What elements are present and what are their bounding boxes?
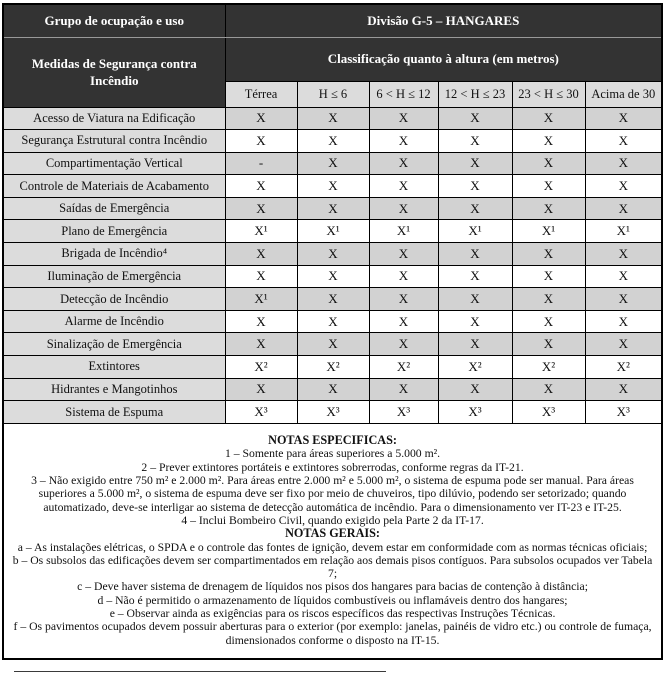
general-note: f – Os pavimentos ocupados devem possuir aberturas para o exterior (por exemplo: janelas, painéis de vidro etc.) ou controle de fumaça, dimensionados conforme o disposto na IT-15. <box>13 620 652 647</box>
mark-cell: X <box>369 243 438 266</box>
corner-header-cell: Grupo de ocupação e uso <box>3 4 225 37</box>
specific-note: 2 – Prever extintores portáteis e extintores sobrerrodas, conforme regras da IT-21. <box>141 460 524 474</box>
mark-cell: X <box>369 107 438 130</box>
mark-cell: X¹ <box>225 220 297 243</box>
mark-cell: X <box>585 243 662 266</box>
mark-cell: X <box>297 175 369 198</box>
mark-cell: X <box>438 310 512 333</box>
mark-cell: X <box>297 310 369 333</box>
mark-cell: X <box>512 107 585 130</box>
mark-cell: X <box>438 107 512 130</box>
mark-cell: X <box>369 333 438 356</box>
mark-cell: X <box>512 333 585 356</box>
mark-cell: X <box>512 265 585 288</box>
mark-cell: X³ <box>369 401 438 424</box>
mark-cell: X <box>512 378 585 401</box>
table-row <box>3 243 662 266</box>
mark-cell: X <box>512 130 585 153</box>
mark-cell: X <box>512 310 585 333</box>
mark-cell: X² <box>297 356 369 379</box>
table-row <box>3 107 662 130</box>
general-note: a – As instalações elétricas, o SPDA e o controle das fontes de ignição, devem estar em conformidade com as normas técnicas oficiais; <box>17 540 648 554</box>
mark-cell: X³ <box>585 401 662 424</box>
notes-section <box>3 423 662 659</box>
mark-cell: X¹ <box>512 220 585 243</box>
mark-cell: X² <box>512 356 585 379</box>
height-col-header: 6 < H ≤ 12 <box>369 81 438 107</box>
table-row <box>3 152 662 175</box>
row-label: Hidrantes e Mangotinhos <box>3 378 225 401</box>
table-row <box>3 378 662 401</box>
mark-cell: X <box>438 333 512 356</box>
table-row <box>3 333 662 356</box>
general-note: b – Os subsolos das edificações devem ser compartimentados em relação aos demais pisos contíguos. Para subsolos ocupados ver Tabela 7; <box>12 553 653 581</box>
table-row <box>3 356 662 379</box>
table-row <box>3 401 662 424</box>
fire-safety-table <box>2 3 663 660</box>
general-note: e – Observar ainda as exigências para os riscos específicos das respectivas Instruções Técnicas. <box>109 607 556 621</box>
mark-cell: X <box>438 152 512 175</box>
mark-cell: X <box>585 130 662 153</box>
mark-cell: X <box>369 152 438 175</box>
mark-cell: X <box>369 265 438 288</box>
specific-notes-title: NOTAS ESPECIFICAS: <box>268 433 397 448</box>
mark-cell: X <box>297 243 369 266</box>
height-col-header: Acima de 30 <box>585 81 662 107</box>
mark-cell: X <box>438 265 512 288</box>
mark-cell: X <box>585 197 662 220</box>
mark-cell: X <box>585 288 662 311</box>
mark-cell: X³ <box>438 401 512 424</box>
mark-cell: X² <box>225 356 297 379</box>
row-label: Acesso de Viatura na Edificação <box>3 107 225 130</box>
specific-note: 4 – Inclui Bombeiro Civil, quando exigido pela Parte 2 da IT-17. <box>181 513 484 527</box>
mark-cell: X <box>297 288 369 311</box>
mark-cell: X¹ <box>585 220 662 243</box>
notes-row <box>3 423 662 659</box>
mark-cell: X <box>512 152 585 175</box>
mark-cell: X <box>438 130 512 153</box>
mark-cell: X¹ <box>297 220 369 243</box>
mark-cell: X <box>438 197 512 220</box>
mark-cell: X <box>512 243 585 266</box>
mark-cell: X <box>585 310 662 333</box>
mark-cell: X <box>585 107 662 130</box>
height-col-header: H ≤ 6 <box>297 81 369 107</box>
general-note: d – Não é permitido o armazenamento de líquidos combustíveis ou inflamáveis dentro dos hangares; <box>97 593 568 607</box>
mark-cell: X <box>297 152 369 175</box>
row-label: Iluminação de Emergência <box>3 265 225 288</box>
row-label: Segurança Estrutural contra Incêndio <box>3 130 225 153</box>
row-label: Extintores <box>3 356 225 379</box>
mark-cell: X <box>225 243 297 266</box>
mark-cell: X <box>585 378 662 401</box>
specific-note: 1 – Somente para áreas superiores a 5.000 m². <box>224 447 441 461</box>
mark-cell: X <box>369 197 438 220</box>
row-label: Controle de Materiais de Acabamento <box>3 175 225 198</box>
mark-cell: X <box>369 175 438 198</box>
mark-cell: X <box>225 197 297 220</box>
row-label: Compartimentação Vertical <box>3 152 225 175</box>
height-col-header: 12 < H ≤ 23 <box>438 81 512 107</box>
mark-cell: X <box>297 130 369 153</box>
mark-cell: X <box>585 265 662 288</box>
mark-cell: X <box>369 378 438 401</box>
mark-cell: X <box>369 130 438 153</box>
mark-cell: X¹ <box>369 220 438 243</box>
mark-cell: X² <box>585 356 662 379</box>
mark-cell: X <box>369 310 438 333</box>
next-table-fragment-line <box>14 671 386 672</box>
mark-cell: X <box>225 310 297 333</box>
mark-cell: X² <box>438 356 512 379</box>
header-row-classification <box>3 37 662 81</box>
row-label: Detecção de Incêndio <box>3 288 225 311</box>
mark-cell: X³ <box>297 401 369 424</box>
measures-header-cell: Medidas de Segurança contra Incêndio <box>3 37 225 107</box>
mark-cell: X <box>225 107 297 130</box>
header-row-group <box>3 4 662 37</box>
mark-cell: X <box>512 197 585 220</box>
row-label: Saídas de Emergência <box>3 197 225 220</box>
mark-cell: X <box>225 175 297 198</box>
mark-cell: X <box>297 197 369 220</box>
general-note: c – Deve haver sistema de drenagem de líquidos nos pisos dos hangares para bacias de contenção à distância; <box>77 580 588 594</box>
division-header-cell: Divisão G-5 – HANGARES <box>225 4 662 37</box>
mark-cell: X <box>438 288 512 311</box>
mark-cell: X <box>369 288 438 311</box>
table-row <box>3 175 662 198</box>
table-row <box>3 288 662 311</box>
row-label: Sistema de Espuma <box>3 401 225 424</box>
mark-cell: X <box>512 288 585 311</box>
mark-cell: X <box>297 333 369 356</box>
row-label: Sinalização de Emergência <box>3 333 225 356</box>
mark-cell: X <box>438 243 512 266</box>
mark-cell: X <box>585 175 662 198</box>
mark-cell: X <box>297 107 369 130</box>
mark-cell: X <box>297 265 369 288</box>
height-col-header: 23 < H ≤ 30 <box>512 81 585 107</box>
table-row <box>3 265 662 288</box>
mark-cell: - <box>225 152 297 175</box>
classification-header-cell: Classificação quanto à altura (em metros) <box>225 37 662 81</box>
mark-cell: X <box>225 130 297 153</box>
table-row <box>3 130 662 153</box>
mark-cell: X <box>297 378 369 401</box>
mark-cell: X <box>438 378 512 401</box>
height-col-header: Térrea <box>225 81 297 107</box>
mark-cell: X² <box>369 356 438 379</box>
row-label: Alarme de Incêndio <box>3 310 225 333</box>
mark-cell: X³ <box>512 401 585 424</box>
general-notes-title: NOTAS GERAIS: <box>285 526 380 541</box>
mark-cell: X <box>225 333 297 356</box>
table-row <box>3 220 662 243</box>
mark-cell: X <box>438 175 512 198</box>
table-row <box>3 310 662 333</box>
mark-cell: X <box>585 333 662 356</box>
row-label: Brigada de Incêndio⁴ <box>3 243 225 266</box>
mark-cell: X¹ <box>438 220 512 243</box>
mark-cell: X <box>225 378 297 401</box>
mark-cell: X <box>512 175 585 198</box>
table-row <box>3 197 662 220</box>
mark-cell: X <box>585 152 662 175</box>
mark-cell: X³ <box>225 401 297 424</box>
specific-note: 3 – Não exigido entre 750 m² e 2.000 m². Para áreas entre 2.000 m² e 5.000 m², o sistema de espuma pode ser manual. Para áreas superiores a 5.000 m², o sistema de espuma deve ser fixo por meio de chuveiros, tipo dilúvio, podendo ser setorizado; quando automatizado, deve-se interligar ao sistema de detecção automática de incêndio. Para o dimensionamento ver IT-23 e IT-25. <box>31 474 634 514</box>
mark-cell: X¹ <box>225 288 297 311</box>
mark-cell: X <box>225 265 297 288</box>
row-label: Plano de Emergência <box>3 220 225 243</box>
